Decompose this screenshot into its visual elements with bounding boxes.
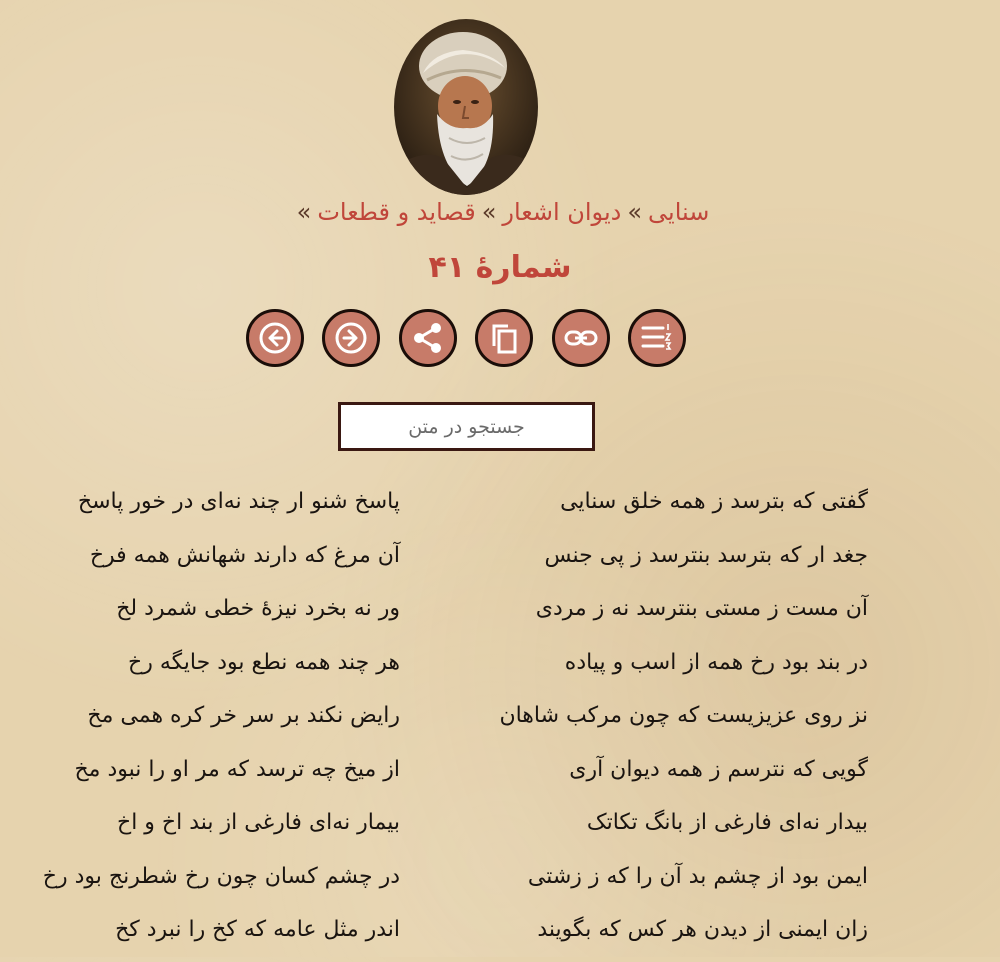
numbered-list-icon	[639, 320, 675, 356]
link-icon	[563, 320, 599, 356]
mesra-first: گویی که نترسم ز همه دیوان آری	[569, 756, 868, 782]
beyt	[0, 908, 1000, 962]
beyt	[0, 855, 1000, 909]
poem	[0, 480, 1000, 962]
arrow-right-circle-icon	[333, 320, 369, 356]
copy-icon	[486, 320, 522, 356]
mesra-second: اندر مثل عامه که کخ را نبرد کخ	[115, 917, 400, 942]
mesra-second: پاسخ شنو ار چند نه‌ای در خور پاسخ	[77, 489, 400, 514]
mesra-first: ایمن بود از چشم بد آن را که ز زشتی	[527, 863, 868, 889]
toolbar	[246, 309, 686, 373]
mesra-second: هر چند همه نطع بود جایگه رخ	[128, 649, 400, 675]
copy-button[interactable]	[475, 309, 533, 367]
poet-portrait-image	[393, 18, 539, 196]
link-button[interactable]	[552, 309, 610, 367]
breadcrumb-section[interactable]: قصاید و قطعات	[317, 198, 476, 226]
beyt	[0, 748, 1000, 802]
mesra-first: نز روی عزیزیست که چون مرکب شاهان	[499, 703, 868, 728]
breadcrumb-separator: »	[481, 198, 497, 226]
poet-portrait	[393, 18, 539, 196]
breadcrumb-divan[interactable]: دیوان اشعار	[502, 198, 622, 226]
mesra-first: بیدار نه‌ای فارغی از بانگ تکاتک	[586, 810, 868, 835]
breadcrumb-separator: »	[627, 198, 643, 226]
breadcrumb-poet[interactable]: سنایی	[648, 198, 710, 226]
page-title: شمارهٔ ۴۱	[428, 250, 572, 285]
mesra-second: در چشم کسان چون رخ شطرنج بود رخ	[42, 863, 400, 889]
next-button[interactable]	[322, 309, 380, 367]
share-button[interactable]	[399, 309, 457, 367]
mesra-second: رایض نکند بر سر خر کره همی مخ	[87, 703, 400, 728]
mesra-first: جغد ار که بترسد بنترسد ز پی جنس	[544, 542, 868, 568]
search-input[interactable]	[338, 402, 595, 451]
previous-button[interactable]	[246, 309, 304, 367]
mesra-first: زان ایمنی از دیدن هر کس که بگویند	[537, 917, 868, 942]
mesra-first: آن مست ز مستی بنترسد نه ز مردی	[535, 596, 868, 621]
beyt	[0, 534, 1000, 588]
mesra-second: ور نه بخرد نیزهٔ خطی شمرد لخ	[116, 596, 400, 621]
beyt	[0, 480, 1000, 534]
mesra-second: آن مرغ که دارند شهانش همه فرخ	[89, 542, 400, 568]
share-icon	[410, 320, 446, 356]
beyt	[0, 801, 1000, 855]
numbered-list-button[interactable]	[628, 309, 686, 367]
beyt	[0, 641, 1000, 695]
beyt	[0, 587, 1000, 641]
mesra-first: در بند بود رخ همه از اسب و پیاده	[564, 649, 868, 675]
arrow-left-circle-icon	[257, 320, 293, 356]
beyt	[0, 694, 1000, 748]
breadcrumb	[0, 198, 1000, 226]
mesra-second: بیمار نه‌ای فارغی از بند اخ و اخ	[117, 810, 400, 835]
breadcrumb-separator: »	[296, 198, 312, 226]
mesra-second: از میخ چه ترسد که مر او را نبود مخ	[74, 756, 400, 782]
mesra-first: گفتی که بترسد ز همه خلق سنایی	[560, 489, 868, 514]
